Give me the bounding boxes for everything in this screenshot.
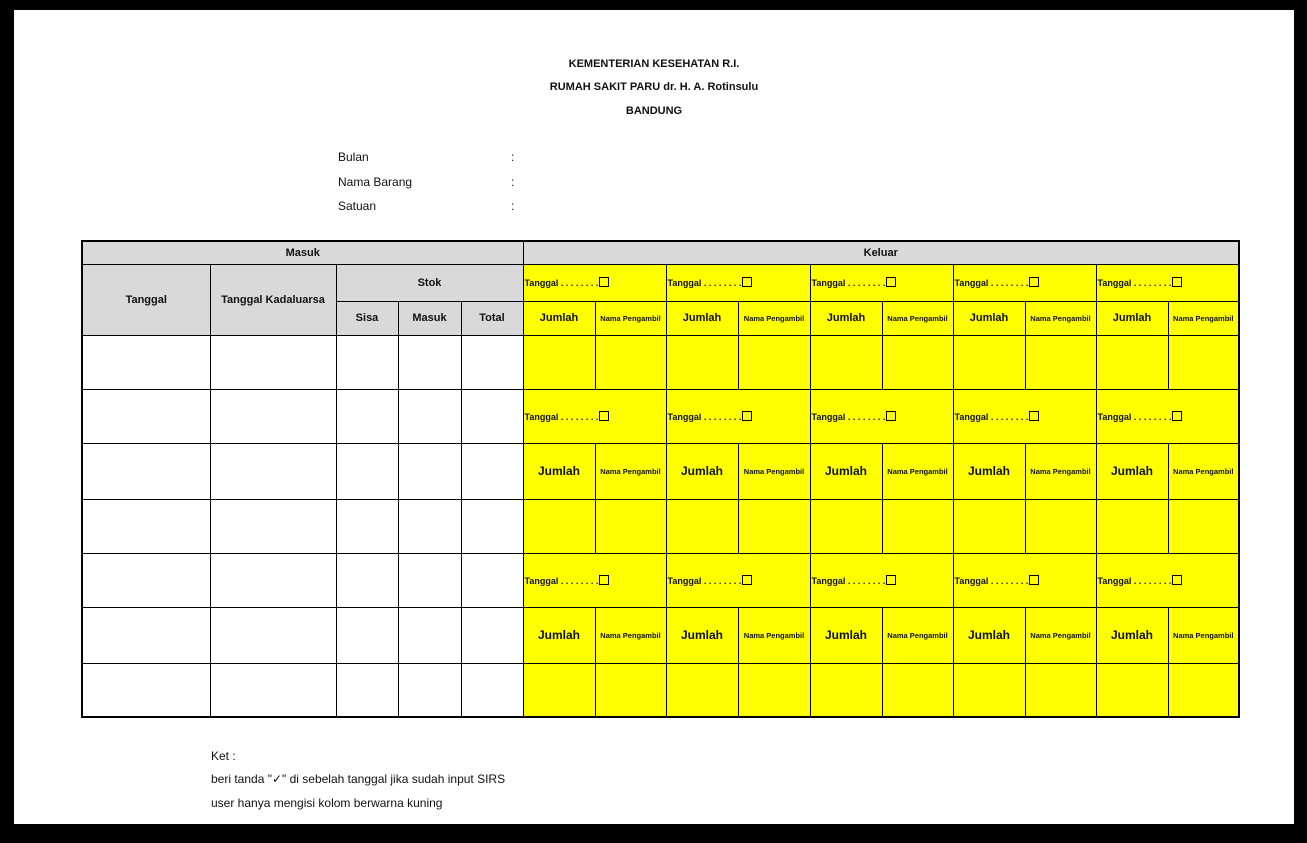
masuk-input-cell[interactable]	[82, 553, 210, 607]
notes-line-checkmark: beri tanda "✓" di sebelah tanggal jika sudah input SIRS	[211, 772, 506, 786]
jumlah-label: Jumlah	[1096, 607, 1168, 663]
keluar-input-cell[interactable]	[666, 663, 738, 717]
keluar-input-cell[interactable]	[882, 663, 953, 717]
checkbox-icon[interactable]	[599, 575, 609, 585]
jumlah-label: Jumlah	[953, 607, 1025, 663]
keluar-input-cell[interactable]	[523, 663, 595, 717]
checkbox-icon[interactable]	[886, 411, 896, 421]
stok-header: Stok	[336, 264, 523, 301]
keluar-input-cell[interactable]	[738, 663, 810, 717]
checkbox-icon[interactable]	[599, 411, 609, 421]
keluar-input-cell[interactable]	[1096, 663, 1168, 717]
keluar-input-cell[interactable]	[1096, 499, 1168, 553]
sisa-header: Sisa	[336, 301, 398, 335]
nama-pengambil-label: Nama Pengambil	[882, 443, 953, 499]
tanggal-dots-label: Tanggal . . . . . . . .	[524, 278, 599, 288]
keluar-input-cell[interactable]	[1025, 335, 1096, 389]
masuk-input-cell[interactable]	[461, 607, 523, 663]
keluar-input-cell[interactable]	[953, 335, 1025, 389]
masuk-input-cell[interactable]	[336, 335, 398, 389]
masuk-input-cell[interactable]	[461, 663, 523, 717]
table-row	[82, 335, 1239, 389]
nama-pengambil-header: Nama Pengambil	[1025, 301, 1096, 335]
keluar-input-cell[interactable]	[666, 335, 738, 389]
meta-label: Satuan	[338, 199, 377, 213]
jumlah-label: Jumlah	[523, 443, 595, 499]
checkbox-icon[interactable]	[1172, 277, 1182, 287]
jumlah-label: Jumlah	[810, 443, 882, 499]
masuk-input-cell[interactable]	[82, 389, 210, 443]
keluar-input-cell[interactable]	[882, 499, 953, 553]
keluar-tanggal-cell[interactable]	[1096, 553, 1239, 607]
keluar-input-cell[interactable]	[523, 499, 595, 553]
masuk-input-cell[interactable]	[336, 443, 398, 499]
nama-pengambil-header: Nama Pengambil	[738, 301, 810, 335]
tanggal-dots-label: Tanggal . . . . . . . .	[811, 411, 886, 422]
notes-ket: Ket :	[211, 749, 236, 763]
jumlah-label: Jumlah	[810, 607, 882, 663]
checkbox-icon[interactable]	[742, 575, 752, 585]
masuk-input-cell[interactable]	[398, 499, 461, 553]
tanggal-dots-label: Tanggal . . . . . . . .	[524, 411, 599, 422]
keluar-tanggal-cell[interactable]	[1096, 264, 1239, 301]
keluar-input-cell[interactable]	[738, 335, 810, 389]
masuk-input-cell[interactable]	[82, 443, 210, 499]
notes-line-yellow: user hanya mengisi kolom berwarna kuning	[211, 796, 443, 810]
keluar-tanggal-cell[interactable]	[523, 264, 666, 301]
masuk-input-cell[interactable]	[461, 553, 523, 607]
keluar-input-cell[interactable]	[1168, 663, 1239, 717]
tanggal-dots-label: Tanggal . . . . . . . .	[524, 575, 599, 586]
checkbox-icon[interactable]	[1172, 575, 1182, 585]
table-row	[82, 389, 1239, 443]
masuk-input-cell[interactable]	[398, 607, 461, 663]
nama-pengambil-label: Nama Pengambil	[1025, 443, 1096, 499]
header-city: BANDUNG	[625, 105, 683, 117]
keluar-tanggal-cell[interactable]	[666, 264, 810, 301]
masuk-input-cell[interactable]	[210, 607, 336, 663]
table-row	[82, 443, 1239, 499]
nama-pengambil-label: Nama Pengambil	[595, 443, 666, 499]
jumlah-label: Jumlah	[666, 607, 738, 663]
keluar-input-cell[interactable]	[882, 335, 953, 389]
meta-colon: :	[511, 150, 515, 164]
jumlah-header: Jumlah	[810, 301, 882, 335]
keluar-tanggal-cell[interactable]	[953, 389, 1096, 443]
keluar-input-cell[interactable]	[1096, 335, 1168, 389]
nama-pengambil-label: Nama Pengambil	[1025, 607, 1096, 663]
checkbox-icon[interactable]	[1029, 575, 1039, 585]
jumlah-header: Jumlah	[523, 301, 595, 335]
keluar-input-cell[interactable]	[666, 499, 738, 553]
masuk-input-cell[interactable]	[336, 499, 398, 553]
masuk-input-cell[interactable]	[398, 443, 461, 499]
masuk-input-cell[interactable]	[336, 663, 398, 717]
keluar-input-cell[interactable]	[595, 499, 666, 553]
keluar-input-cell[interactable]	[953, 663, 1025, 717]
keluar-tanggal-cell[interactable]	[523, 389, 666, 443]
tanggal-dots-label: Tanggal . . . . . . . .	[954, 411, 1029, 422]
nama-pengambil-label: Nama Pengambil	[595, 607, 666, 663]
masuk-input-cell[interactable]	[336, 553, 398, 607]
keluar-input-cell[interactable]	[595, 663, 666, 717]
keluar-input-cell[interactable]	[1168, 335, 1239, 389]
keluar-input-cell[interactable]	[1025, 499, 1096, 553]
masuk-header: Masuk	[82, 241, 523, 264]
tanggal-dots-label: Tanggal . . . . . . . .	[667, 278, 742, 288]
nama-pengambil-header: Nama Pengambil	[882, 301, 953, 335]
jumlah-label: Jumlah	[1096, 443, 1168, 499]
masuk-input-cell[interactable]	[398, 335, 461, 389]
jumlah-header: Jumlah	[1096, 301, 1168, 335]
tanggal-dots-label: Tanggal . . . . . . . .	[667, 411, 742, 422]
masuk-input-cell[interactable]	[336, 607, 398, 663]
nama-pengambil-label: Nama Pengambil	[1168, 443, 1239, 499]
jumlah-label: Jumlah	[523, 607, 595, 663]
masuk-input-cell[interactable]	[336, 389, 398, 443]
keluar-input-cell[interactable]	[810, 663, 882, 717]
masuk-input-cell[interactable]	[210, 553, 336, 607]
table-row	[82, 663, 1239, 717]
nama-pengambil-label: Nama Pengambil	[882, 607, 953, 663]
document-page	[14, 10, 1294, 824]
nama-pengambil-label: Nama Pengambil	[738, 443, 810, 499]
masuk-input-cell[interactable]	[210, 443, 336, 499]
table-row	[82, 607, 1239, 663]
keluar-input-cell[interactable]	[810, 335, 882, 389]
jumlah-label: Jumlah	[666, 443, 738, 499]
table-row	[82, 553, 1239, 607]
checkbox-icon[interactable]	[742, 277, 752, 287]
keluar-input-cell[interactable]	[953, 499, 1025, 553]
masuk-input-cell[interactable]	[461, 499, 523, 553]
masuk-input-cell[interactable]	[82, 335, 210, 389]
checkbox-icon[interactable]	[742, 411, 752, 421]
keluar-input-cell[interactable]	[595, 335, 666, 389]
masuk-input-cell[interactable]	[461, 335, 523, 389]
masuk-input-cell[interactable]	[82, 499, 210, 553]
stok-masuk-header: Masuk	[398, 301, 461, 335]
total-header: Total	[461, 301, 523, 335]
keluar-tanggal-cell[interactable]	[666, 553, 810, 607]
jumlah-header: Jumlah	[666, 301, 738, 335]
masuk-input-cell[interactable]	[210, 389, 336, 443]
nama-pengambil-label: Nama Pengambil	[738, 607, 810, 663]
masuk-input-cell[interactable]	[82, 607, 210, 663]
meta-label: Nama Barang	[338, 175, 413, 189]
keluar-input-cell[interactable]	[810, 499, 882, 553]
masuk-input-cell[interactable]	[398, 389, 461, 443]
tanggal-kadaluarsa-header: Tanggal Kadaluarsa	[210, 264, 336, 335]
header-hospital: RUMAH SAKIT PARU dr. H. A. Rotinsulu	[549, 81, 759, 93]
tanggal-dots-label: Tanggal . . . . . . . .	[1097, 411, 1172, 422]
tanggal-dots-label: Tanggal . . . . . . . .	[811, 278, 886, 288]
checkbox-icon[interactable]	[886, 575, 896, 585]
keluar-header: Keluar	[523, 241, 1239, 264]
masuk-input-cell[interactable]	[461, 443, 523, 499]
keluar-tanggal-cell[interactable]	[810, 553, 953, 607]
keluar-tanggal-cell[interactable]	[666, 389, 810, 443]
keluar-input-cell[interactable]	[1168, 499, 1239, 553]
masuk-input-cell[interactable]	[82, 663, 210, 717]
keluar-tanggal-cell[interactable]	[1096, 389, 1239, 443]
header-ministry: KEMENTERIAN KESEHATAN R.I.	[568, 58, 740, 70]
table-row	[82, 499, 1239, 553]
tanggal-dots-label: Tanggal . . . . . . . .	[954, 575, 1029, 586]
tanggal-dots-label: Tanggal . . . . . . . .	[1097, 278, 1172, 288]
keluar-tanggal-cell[interactable]	[810, 264, 953, 301]
checkbox-icon[interactable]	[1029, 277, 1039, 287]
checkbox-icon[interactable]	[886, 277, 896, 287]
meta-colon: :	[511, 175, 515, 189]
masuk-input-cell[interactable]	[461, 389, 523, 443]
keluar-tanggal-cell[interactable]	[953, 264, 1096, 301]
jumlah-label: Jumlah	[953, 443, 1025, 499]
meta-colon: :	[511, 199, 515, 213]
nama-pengambil-label: Nama Pengambil	[1168, 607, 1239, 663]
jumlah-header: Jumlah	[953, 301, 1025, 335]
tanggal-header: Tanggal	[82, 264, 210, 335]
nama-pengambil-header: Nama Pengambil	[1168, 301, 1239, 335]
nama-pengambil-header: Nama Pengambil	[595, 301, 666, 335]
tanggal-dots-label: Tanggal . . . . . . . .	[667, 575, 742, 586]
keluar-input-cell[interactable]	[738, 499, 810, 553]
tanggal-dots-label: Tanggal . . . . . . . .	[954, 278, 1029, 288]
stock-table	[81, 240, 1240, 718]
masuk-input-cell[interactable]	[210, 663, 336, 717]
keluar-input-cell[interactable]	[523, 335, 595, 389]
keluar-tanggal-cell[interactable]	[523, 553, 666, 607]
keluar-tanggal-cell[interactable]	[810, 389, 953, 443]
checkbox-icon[interactable]	[599, 277, 609, 287]
masuk-input-cell[interactable]	[398, 553, 461, 607]
tanggal-dots-label: Tanggal . . . . . . . .	[811, 575, 886, 586]
checkbox-icon[interactable]	[1172, 411, 1182, 421]
keluar-tanggal-cell[interactable]	[953, 553, 1096, 607]
masuk-input-cell[interactable]	[210, 499, 336, 553]
masuk-input-cell[interactable]	[210, 335, 336, 389]
masuk-input-cell[interactable]	[398, 663, 461, 717]
checkbox-icon[interactable]	[1029, 411, 1039, 421]
keluar-input-cell[interactable]	[1025, 663, 1096, 717]
meta-label: Bulan	[338, 150, 369, 164]
tanggal-dots-label: Tanggal . . . . . . . .	[1097, 575, 1172, 586]
